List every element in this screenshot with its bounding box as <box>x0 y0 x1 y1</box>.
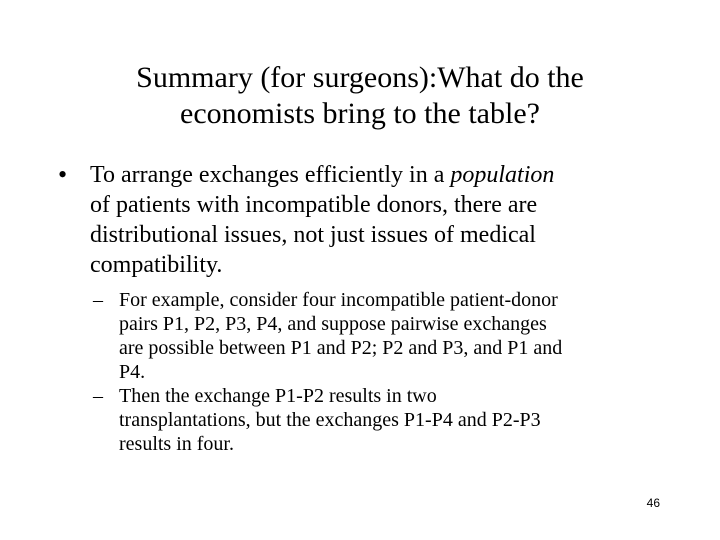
sub-bullet-line: results in four. <box>119 433 234 455</box>
main-bullet-row <box>58 160 658 280</box>
slide-number: 46 <box>646 496 660 510</box>
slide-title-line-2: economists bring to the table? <box>180 97 540 130</box>
slide-title <box>60 60 660 132</box>
main-bullet-line-3: distributional issues, not just issues of medical <box>90 222 536 248</box>
sub-bullet-result <box>93 384 673 456</box>
sub-bullet-line: P4. <box>119 361 146 383</box>
bullet-dot-icon: • <box>58 160 68 189</box>
sub-bullet-result-text <box>119 384 541 456</box>
main-bullet-line-2: of patients with incompatible donors, there are <box>90 192 538 218</box>
sub-bullet-line: For example, consider four incompatible patient-donor <box>119 289 558 311</box>
sub-bullet-example <box>93 288 673 384</box>
dash-icon: – <box>93 385 103 407</box>
main-bullet-line-1 <box>90 160 554 190</box>
sub-bullet-line: transplantations, but the exchanges P1-P4 and P2-P3 <box>119 409 541 431</box>
slide-title-line-1: Summary (for surgeons):What do the <box>136 61 584 94</box>
main-bullet-line-4: compatibility. <box>90 252 223 278</box>
sub-bullet-list <box>93 288 673 456</box>
sub-bullet-example-text <box>119 288 562 384</box>
sub-bullet-line: pairs P1, P2, P3, P4, and suppose pairwise exchanges <box>119 313 547 335</box>
main-bullet <box>58 160 658 280</box>
sub-bullet-line: are possible between P1 and P2; P2 and P3, and P1 and <box>119 337 563 359</box>
dash-icon: – <box>93 289 103 311</box>
main-bullet-line-1-prefix: To arrange exchanges efficiently in a <box>90 162 451 188</box>
main-bullet-text <box>90 160 554 280</box>
main-bullet-emphasis: population <box>450 162 555 188</box>
sub-bullet-line: Then the exchange P1-P2 results in two <box>119 385 437 407</box>
